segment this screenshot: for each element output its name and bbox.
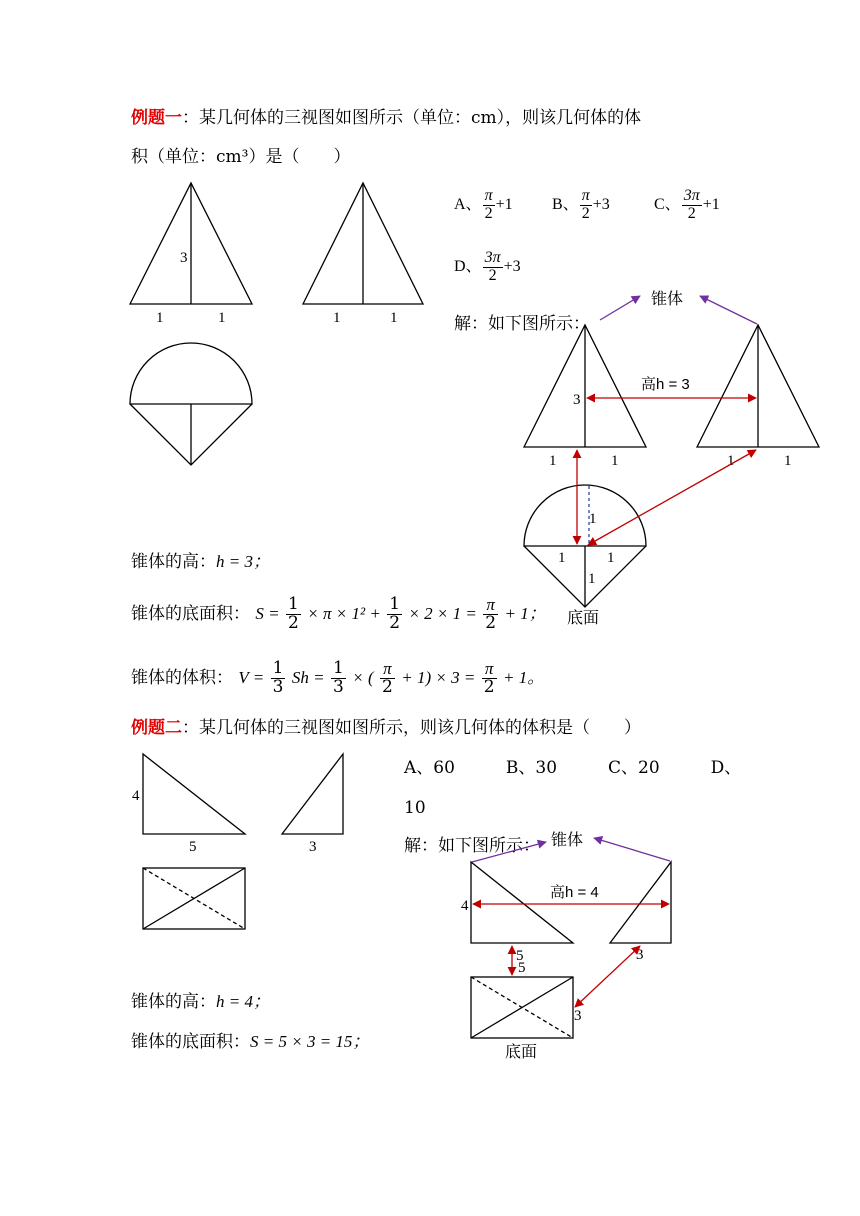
ex2-front-view xyxy=(143,754,245,834)
ex1-solution-top xyxy=(524,485,646,607)
ex2-front-five: 5 xyxy=(189,839,197,855)
ex1-side-left: 1 xyxy=(333,310,341,326)
ex1-cone-label: 锥体 xyxy=(651,291,684,308)
ex1-height-line: 锥体的高：h = 3； xyxy=(131,552,270,572)
ex1-area-line: 锥体的底面积： S = $\frac{1}{2}$ × π × 1² + $\frac{1}{2}$ × 2 × 1 = $\frac{\pi}{2}$ + 1； xyxy=(131,594,546,633)
ex2-side-three: 3 xyxy=(309,839,317,855)
ex1-purple-arrow-left xyxy=(600,296,640,320)
ex2-purple-arrow-left xyxy=(472,842,546,862)
ex2-front-four: 4 xyxy=(132,788,140,804)
ex1-purple-arrow-right xyxy=(700,296,757,324)
ex1-option-d: D、 $\frac{3\pi}{2}$ +3 xyxy=(454,249,521,284)
ex2-solution-intro: 解：如下图所示： xyxy=(404,836,540,856)
ex2-options-line2: 10 xyxy=(404,798,426,818)
ex2-sol-four: 4 xyxy=(461,898,469,914)
ex1-top-r: 1 xyxy=(589,511,597,527)
ex1-solution-intro: 解：如下图所示： xyxy=(454,314,590,334)
ex2-solution-top xyxy=(471,977,573,1038)
ex1-top-d: 1 xyxy=(588,571,596,587)
ex1-front-view xyxy=(130,183,252,304)
ex1-top-rr: 1 xyxy=(607,550,615,566)
ex2-solution-front xyxy=(471,862,573,943)
ex1-question-line2: 积（单位：cm³）是（ ） xyxy=(131,147,351,167)
ex1-solution-side xyxy=(697,325,819,447)
ex2-cone-label: 锥体 xyxy=(551,832,584,849)
ex2-title: 例题二 xyxy=(131,718,182,738)
ex1-option-a: A、 $\frac{\pi}{2}$ +1 xyxy=(454,187,513,222)
ex2-base-label: 底面 xyxy=(505,1044,538,1061)
ex1-top-view xyxy=(130,343,252,465)
ex1-option-c: C、 $\frac{3\pi}{2}$ +1 xyxy=(654,187,720,222)
ex1-title: 例题一 xyxy=(131,108,182,128)
ex1-sol-side-left: 1 xyxy=(727,453,735,469)
ex2-options-line1: A、60 B、30 C、20 D、 xyxy=(404,758,742,778)
ex2-sol-five-b: 5 xyxy=(518,960,526,976)
ex2-top-view xyxy=(143,868,245,929)
ex1-front-height: 3 xyxy=(180,250,188,266)
ex1-base-label: 底面 xyxy=(567,610,600,627)
ex1-question-line1: 例题一：某几何体的三视图如图所示（单位：cm），则该几何体的体 xyxy=(131,108,642,128)
ex1-solution-front xyxy=(524,325,646,447)
ex2-solution-side xyxy=(610,862,671,943)
ex1-front-left: 1 xyxy=(156,310,164,326)
ex2-h-label: 高h = 4 xyxy=(550,884,599,901)
ex2-sol-side-three: 3 xyxy=(636,947,644,963)
ex2-diagonal-arrow xyxy=(575,946,640,1007)
ex1-option-b: B、 $\frac{\pi}{2}$ +3 xyxy=(552,187,610,222)
ex1-side-view xyxy=(303,183,423,304)
ex2-question: 例题二：某几何体的三视图如图所示，则该几何体的体积是（ ） xyxy=(131,718,641,738)
ex1-h-label: 高h = 3 xyxy=(641,376,690,393)
ex1-sol-left: 1 xyxy=(549,453,557,469)
ex2-area-line: 锥体的底面积：S = 5 × 3 = 15； xyxy=(131,1032,370,1052)
ex2-side-view xyxy=(282,754,343,834)
ex1-side-right: 1 xyxy=(390,310,398,326)
ex2-purple-arrow-right xyxy=(594,838,670,861)
ex1-volume-line: 锥体的体积： V = $\frac{1}{3}$ Sh = $\frac{1}{3}$ × ( $\frac{\pi}{2}$ + 1) × 3 = $\frac{\pi}{2}$ + 1。 xyxy=(131,658,545,697)
ex1-sol-right: 1 xyxy=(611,453,619,469)
ex1-front-right: 1 xyxy=(218,310,226,326)
ex1-top-l: 1 xyxy=(558,550,566,566)
ex2-height-line: 锥体的高：h = 4； xyxy=(131,992,270,1012)
ex1-sol-height: 3 xyxy=(573,392,581,408)
ex1-sol-side-right: 1 xyxy=(784,453,792,469)
ex2-sol-five-a: 5 xyxy=(516,948,524,964)
ex2-sol-top-three: 3 xyxy=(574,1008,582,1024)
